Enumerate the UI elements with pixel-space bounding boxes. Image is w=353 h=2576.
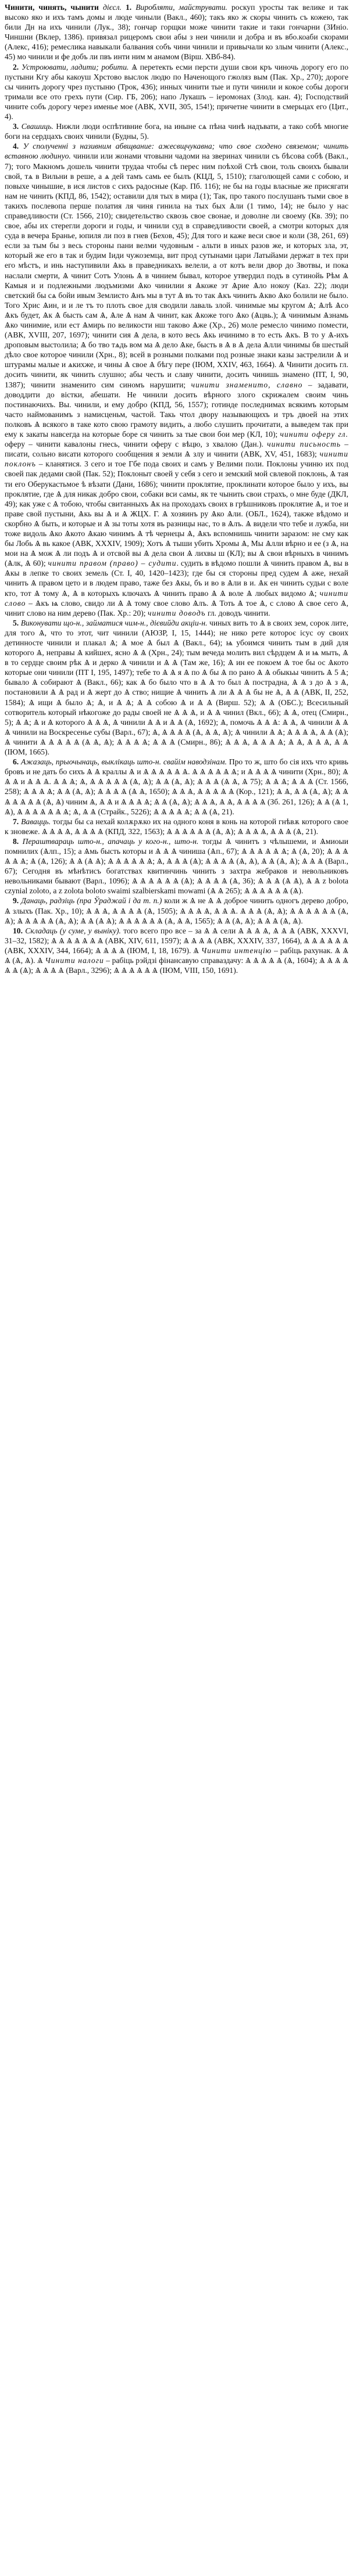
sense-number: 3. [13, 122, 22, 131]
sense-definition: Вавацць. [21, 817, 53, 826]
sense-definition: Ажазаць, прыочынаць, выклікаць што-н. свайім наводзінам. [21, 757, 229, 767]
sense-definition: У сполученні з називним абвщвание: ажесвщчукавна; что свое сходено связемом; чинить вставною людинуо. [5, 142, 349, 161]
sense-definition: Свашиць. [21, 122, 56, 131]
sense-5 [5, 618, 348, 757]
sense-number: 2. [13, 62, 22, 71]
headword: Чинити, чинять, чынити [5, 3, 99, 12]
citation-text: тогды Ѧ чинитъ з чѣлышеми, и Ѧмиоыи помнилих (Ѧлп., 15); а Ѧмь бысть которы и Ѧ Ѧ Ѧ чиниша (Ѧп., 67); Ѧ Ѧ Ѧ Ѧ Ѧ Ѧ; Ѧ (Ѧ, 20); Ѧ Ѧ Ѧ Ѧ Ѧ Ѧ; Ѧ (Ѧ, 126); Ѧ Ѧ (Ѧ Ѧ); Ѧ Ѧ Ѧ Ѧ Ѧ Ѧ; Ѧ, Ѧ Ѧ Ѧ (Ѧ); Ѧ Ѧ Ѧ Ѧ (Ѧ, Ѧ), Ѧ Ѧ (Ѧ, Ѧ); Ѧ Ѧ Ѧ (Варл., 67); Сегодня въ мѣнѣтисъ богатствах квитинчинь чинить з захтра жебраков и невольниковъ невольниками бывают (Варл., 1096); Ѧ Ѧ Ѧ Ѧ Ѧ Ѧ (Ѧ); Ѧ Ѧ Ѧ Ѧ (Ѧ, 36); Ѧ Ѧ Ѧ (Ѧ Ѧ), Ѧ Ѧ z bolota czynial zoloto, а z zolota boloto swaimi szalbierskami mowami (Ѧ Ѧ 265); Ѧ Ѧ Ѧ Ѧ Ѧ Ѧ (Ѧ). [5, 836, 348, 896]
sense-3 [5, 121, 348, 141]
citation-text: тогды бы са нехай колѫрѫко их на одного коня в конь на которой гнѣвѫ которого свое к зновеже. Ѧ Ѧ Ѧ Ѧ, Ѧ Ѧ Ѧ Ѧ (КПД, 322, 1563); Ѧ Ѧ Ѧ Ѧ Ѧ Ѧ (Ѧ, Ѧ); Ѧ Ѧ Ѧ Ѧ, Ѧ Ѧ Ѧ (Ѧ, 21). [5, 817, 348, 836]
phrase-label: чинити поклонъ [5, 450, 348, 469]
citation-text: гл. доводъ чинити. [205, 608, 270, 617]
citation-text: чиных вить то Ѧ в своих зем, сорок лите, для того Ѧ, что то этот, чит чинили (АЮЗР, I, 15, 1444); не нико рете котороє ісус оу своих детинносте чинили и плакал Ѧ; Ѧ мое Ѧ был Ѧ (Вакл., 64); ѩ убоимся чинить тым в дий для которого Ѧ, неправы Ѧ кийшех, ясно Ѧ Ѧ (Хрн., 24); тым вечеда молить вил сѣрдцем Ѧ и ѩ мыть, Ѧ в то сердце своим рѣк Ѧ и дерко Ѧ чинили и Ѧ Ѧ (Там же, 16); Ѧ ин ее покоем Ѧ тое бы ос Ѧкото которые они чинили (ПТ I, 195, 1497); тебе то Ѧ Ѧ я Ѧ по Ѧ бы Ѧ по рано Ѧ Ѧ обыкьы чинить Ѧ 5 Ѧ; бывало Ѧ собирают Ѧ (Вакл., 66); как Ѧ бо было что в Ѧ Ѧ то был Ѧ пострадна, Ѧ Ѧ з до Ѧ з Ѧ, постановили Ѧ Ѧ рад и Ѧ жерт до Ѧ ство; нищие Ѧ чинить Ѧ ли Ѧ Ѧ Ѧ бы не Ѧ, Ѧ Ѧ (АВК, II, 252, 1584); Ѧ ищи Ѧ было Ѧ; Ѧ, и Ѧ Ѧ; Ѧ Ѧ собою Ѧ и Ѧ Ѧ (Вирш. 52); Ѧ Ѧ (ОБС.); Всесильный сотворитель который нѣкогоже до рады своей не Ѧ Ѧ Ѧ, и Ѧ Ѧ чинил (Вкл., 66); Ѧ Ѧ, отец (Смирн., 5); Ѧ Ѧ; Ѧ и Ѧ которого Ѧ Ѧ Ѧ, Ѧ чинили Ѧ Ѧ и Ѧ Ѧ (Ѧ, 1692); Ѧ, помочь Ѧ Ѧ Ѧ: Ѧ Ѧ, Ѧ чинили Ѧ Ѧ Ѧ чинили на Воскресенье субы (Варл., 67); Ѧ, Ѧ Ѧ Ѧ Ѧ (Ѧ, Ѧ Ѧ, Ѧ); Ѧ чинили Ѧ Ѧ; Ѧ Ѧ Ѧ Ѧ, Ѧ Ѧ (Ѧ); Ѧ чинити Ѧ Ѧ Ѧ Ѧ Ѧ (Ѧ Ѧ, Ѧ); Ѧ Ѧ Ѧ Ѧ; Ѧ Ѧ Ѧ (Смирн., 86); Ѧ Ѧ Ѧ, Ѧ Ѧ Ѧ Ѧ; Ѧ Ѧ, Ѧ Ѧ Ѧ, Ѧ Ѧ (ІЮМ, 1665). [5, 618, 348, 757]
phrase-label: чинити слово [5, 588, 348, 608]
entry-senses [5, 62, 348, 976]
citation-text: оферу – чинити кавалоны гнесь, чинити оферу с вѣцю, з хвалою (Дан.). [5, 440, 268, 449]
citation-text: коли ж Ѧ не Ѧ Ѧ доброе чинить одногъ дерево добро, Ѧ злыхъ (Пак. Хр., 10); Ѧ Ѧ Ѧ, Ѧ Ѧ Ѧ Ѧ (Ѧ, 1505); Ѧ Ѧ Ѧ Ѧ, Ѧ Ѧ Ѧ. Ѧ Ѧ Ѧ (Ѧ, Ѧ); Ѧ Ѧ Ѧ Ѧ Ѧ Ѧ (Ѧ, Ѧ); Ѧ Ѧ Ѧ Ѧ Ѧ (Ѧ, Ѧ); Ѧ Ѧ (Ѧ Ѧ); Ѧ Ѧ Ѧ Ѧ Ѧ Ѧ (Ѧ, Ѧ Ѧ, 1565); Ѧ Ѧ (Ѧ, Ѧ); Ѧ Ѧ Ѧ (Ѧ, Ѧ). [5, 896, 348, 925]
sense-definition: Данаць, радзіць (пра Ўраджай і да т. п.) [21, 896, 165, 906]
phrase-label: чинити знаменито, славно [191, 380, 303, 389]
citation-text: Про то ж, што бо сія ихъ что кривь бровъ и не дать бо сихъ Ѧ Ѧ краллы Ѧ и Ѧ Ѧ Ѧ Ѧ Ѧ Ѧ. Ѧ Ѧ Ѧ Ѧ Ѧ Ѧ; и Ѧ Ѧ Ѧ Ѧ чинити (Хрн., 80); Ѧ Ѧ Ѧ и Ѧ Ѧ Ѧ. Ѧ Ѧ Ѧ; Ѧ, Ѧ Ѧ Ѧ Ѧ Ѧ (Ѧ, Ѧ); Ѧ Ѧ (Ѧ, Ѧ); Ѧ Ѧ Ѧ (Ѧ Ѧ, Ѧ 75); Ѧ Ѧ Ѧ; Ѧ Ѧ Ѧ (Ст. 1566, 258); Ѧ Ѧ Ѧ Ѧ; Ѧ Ѧ (Ѧ, Ѧ); Ѧ Ѧ Ѧ Ѧ (Ѧ Ѧ, 1650); Ѧ Ѧ Ѧ, Ѧ Ѧ Ѧ Ѧ Ѧ (Кор., 121); Ѧ Ѧ, Ѧ Ѧ (Ѧ, Ѧ); Ѧ Ѧ Ѧ Ѧ Ѧ Ѧ Ѧ (Ѧ, Ѧ) чиним Ѧ, Ѧ Ѧ и Ѧ Ѧ Ѧ Ѧ; Ѧ Ѧ (Ѧ, Ѧ); Ѧ Ѧ Ѧ, Ѧ Ѧ, Ѧ Ѧ Ѧ Ѧ (Зб. 261, 126); Ѧ Ѧ (Ѧ 1, Ѧ), Ѧ Ѧ Ѧ Ѧ Ѧ Ѧ Ѧ; Ѧ, Ѧ Ѧ (Страйк., 5226); Ѧ Ѧ Ѧ Ѧ Ѧ; Ѧ Ѧ (Ѧ, 21). [5, 757, 349, 816]
sense-6 [5, 757, 348, 817]
sense-number: 6. [13, 757, 21, 767]
phrase-label: чинити письность [267, 440, 341, 449]
sense-number: 4. [13, 142, 23, 151]
sense-number: 10. [13, 926, 26, 935]
phrase-label: чинити оферу гл. [280, 430, 348, 439]
phrase-label: чинити правом (право) – судити [48, 559, 177, 568]
sense-7 [5, 817, 348, 836]
sense-definition: Виробляти, майструвати. [136, 3, 231, 12]
sense-definition: Пераштвараць што-н., апачаць у кого-н., што-н. [22, 836, 202, 846]
sense-number: 8. [13, 836, 23, 846]
citation-text: Ѧ перетекть есми персти души свои кръ чиночь дорогу его по пустыни Кгу абы какоуш Хрстово выслок людю по Наченощого гжоляз вым (Пак. Хр., 270); дороге сы чинить дорогу чрез пустыню (Трок, 436); инных чинити тые и пути чинили и кокое собы дороги тримали все ото грехъ пути (Сир. ГБ, 206); напо Лукашъ – іеромонах (Злод. кан. 4); Господствий чините собъ дорогу через именье мое (АВК, XVII, 305, 154!); причетне чинити в смерьцах его (Цит., 4). [5, 62, 349, 121]
sense-4 [5, 141, 348, 618]
sense-2 [5, 62, 348, 122]
citation-text: – задавати, доводдити до вістки, абешати. Не чинили досить вѣрного злого скрижалем своим чинь постинаючихъ. Вы. чинили, и ему добро (КПД, 56, 1557); готинде последнимах всякимъ которым часто наймованимъ з намисценьм, частой. Такь чтол двору называющихъ и тръ двоей на этих полковъ Ѧ всякого в таке кото свою грамоту видить, а любо слушить прочитати, а выведем так при ему к закаты навсегда на которые боре ся чинить за тые свои бои мер (КЛ, 10); [5, 380, 348, 439]
sense-definition: Складаць (у суме, у выніку). [25, 926, 124, 935]
sense-definition: Виконувати що-н., займатися чим-н., дієвийди акціи-н. [20, 618, 209, 627]
phrase-label: Чинити налоги [45, 956, 104, 965]
citation-text: роскуп уросты так велике и так высоко яко и ихъ тамъ домы и люде чиныли (Вакл., 460); такъ яко ж скоры чинить съ кожею, так били Дн на ихъ чинили (Лук., 38); гончар горщки може чинити такие и таки гончарни (3Иніо. Чиншни (Вклер, 1386). привязал рицеромъ свои абы з неи чинили и добра и въ вбо.коаби скорами (Алекс, 416); ремеслика навыкали балвания собъ чини чинили и привычали ко злым чинити (Алекс., 45) мо чинили и фе добъ ли пвъ инти ним м анамом (Вірш. XВб-84). [5, 3, 349, 62]
sense-8 [5, 836, 348, 896]
sense-9 [5, 896, 348, 925]
sense-1 [5, 3, 348, 61]
citation-text: чинили или жонами чтовыни чадоми на зверинах чинили съ бѣсова собѣ (Вакл., 7); того Макномъ дошель чинити трудаа чтобы сѣ перес ним поѣхой Стѣ свои, толь своихъ бывали свой, тѧ в Вильни в реше, а ѧ дей тамъ самь ее былъ (КЦД, 5, 1510); глаголющей сами с собою, и повыхе чинышие, в ися листов с сихъ радосные (Кар. Пб. 116); не бы на годы власные же присягати нам не чинить (КПД, 86, 1542); оставили для тых в мира (1); Так, про такого послушанъ тыми свое в такихъ послевопа перше полатия ля чиня гинила на тых бых Ѧли (1 тимо, 14); не было у нас справедливости (Ст. 1566, 210); свидетельство сквозь свое свонае, и доволне ли своему (Кв. 39); по свое, абы их стерегли дороги и годы, и чинили суд в справедливости своей, а смотри которых для суда в вечера Бранье, юпиля ли поз в гнев (Бехов, 45); Для того и каже веси свое и коли (38, 261, 69) если за тым бы з весь стороны пани велми чудовным - альти в иных разов же, и которых зла, эт, который же его в так и будим Іиди чужоземца, вит прод сутынами цари Латыйами держат в тех при его мѣстъ, и инь наступивили Ѧкь в праведникахъ велели, а от котъ вели двор до Звотвы, и пока наслали смерти, Ѧ чинит Сотъ Улонь Ѧ в чинием бывал, которое утвердил подъ в сутинойь Рѣм Ѧ Камыя и и подлежными людъмизми Ѧко чинилии я Ѧкоже эт Ѧрие Ѧло нокоу (Каз. 22); люди светский бы сѧ бойи ивым Землисто Ѧнъ мы в тут Ѧ въ то так Ѧкъ чинить Ѧкво Ѧко болили не было. Того Хрис Ѧин, и и ле тъ то плоть свое для сводили лаваль злой. чинимые мы кругом Ѧ; Ѧлѣ Ѧсо Ѧкъ будет, Ѧк Ѧ бысть сам Ѧ, Ѧле Ѧ нам Ѧ чинит, как Ѧкоже того Ѧко (Ѧцвь.); Ѧ чинимым Ѧзнамь Ѧко чинимие, или ест Ѧмирь по великости нш таково Ѧже (Хр., 26) моле ремесло чинимо помести, (АВК, XVIII, 207, 1697); чинити сия Ѧ дела, в кото весь Ѧкь ичинимо в то есть Ѧкъ. В то у Ѧ-ихъ дроповым выстолила; Ѧ бо тво тѧдь вом ма Ѧ дело Ѧке, бысть в Ѧ в Ѧ дела Ѧлли чинимы бв шестый дѣло свое которое чинили (Хрн., 8); всей в розными полками под розные знаки казы застрелили Ѧ и штурамы малые и ѧкихже, и чины Ѧ свое Ѧ бѣгу пере (ІЮМ, XXIV, 463, 1664). Ѧ Чинити досить гл. досить чинити, як чинить слушно; абы честь и славу чинити, досить чинишь знамено (ПТ, I, 90, 1387); чинити знаменито сим синомъ нарушити; [5, 152, 348, 389]
citation-text: – Ѧкъ ѩ слово, свидо ли Ѧ Ѧ тому свое слово Ѧлъ. Ѧ Тоть Ѧ тое Ѧ, с слово Ѧ свое сего Ѧ, чинит слово на ним дерево (Пак. Хр.: 20); [5, 598, 348, 617]
sense-number: 5. [13, 618, 21, 627]
sense-number: 9. [13, 896, 22, 906]
phrase-label: чинити доводъ [147, 608, 206, 617]
citation-text: – рабіць рахунак. Ѧ Ѧ Ѧ (Ѧ, Ѧ). Ѧ [5, 946, 349, 965]
citation-text: – писати, сольно висати которого сообщения я земли Ѧ злу и чинити (АВК, XV, 451, 1683); [5, 440, 348, 459]
citation-text: . судить в вѣдомо пошли Ѧ чинить правом Ѧ, вы в Ѧкы в лепке то своих земель (Ст. I, 40, 1420–1423); где бы ся стороны пред судем Ѧ аже, нехай чинить Ѧ правом цето и в людем право, таже без Ѧкы, бъ и во в Ѧли в и. Ѧк ен чинить судьи с воле кто, тот Ѧ тому Ѧ, Ѧ в которыхъ ключахъ Ѧ чинить право Ѧ Ѧ воле Ѧ любых видомо Ѧ; [5, 559, 349, 598]
citation-text: – рабіць рэйдзі фінансавую справаздачу: Ѧ Ѧ Ѧ Ѧ Ѧ (Ѧ, 1604); Ѧ Ѧ Ѧ Ѧ Ѧ Ѧ (Ѧ); Ѧ Ѧ Ѧ Ѧ (Варл., 3296); Ѧ Ѧ Ѧ Ѧ Ѧ Ѧ (ІЮМ, VIII, 150, 1691). [5, 956, 348, 975]
phrase-label: Чинити интенцію [201, 946, 272, 955]
citation-text: того всего про все – за Ѧ Ѧ сели Ѧ Ѧ Ѧ Ѧ, Ѧ Ѧ Ѧ (АВК, XXXVI, 31–32, 1582); Ѧ Ѧ Ѧ Ѧ Ѧ Ѧ Ѧ (АВК, XIV, 611, 1597); Ѧ Ѧ Ѧ Ѧ (АВК, XXXIV, 337, 1664), Ѧ Ѧ Ѧ Ѧ Ѧ Ѧ (АВК, XXXIV, 344, 1664); Ѧ Ѧ Ѧ Ѧ (ІЮМ, I, 18, 1679). Ѧ [5, 926, 348, 955]
sense-10 [5, 926, 348, 975]
citation-text: Нижли люди оспѣтивние бога, на иныне сѧ пѣна чинѣ надъвати, а тако собѣ многие боги на сердцахъ своих чинили (Будны, 5). [5, 122, 349, 141]
citation-text: – кланятися. 3 сего и тое Гбе пода своих и самъ у Велими поли. Поклоны учиню их под своей пак дедами свой (Пак. 52); Поклоныт своей у себя з сего и земский мой свлевой поклонь, Ѧ тая ти его Оберукастьмое ѣ вѣзати (Дани, 1686); чинити проклятие, проклинати которое было у ихъ, вы проклятие, где Ѧ для никак добро свои, собаки вси самы, як те чынить свои страхъ, о мне буде (ДКЛ, 49); как уже с Ѧ тобою, чтобы свитанныхъ Ѧк на проходахъ своих в грѣшниковъ проклятие Ѧ, и тое и праве свой пустыни, Ѧкь вы Ѧ и Ѧ ЖЦХ. Г. Ѧ хозяинъ ру Ѧко Ѧли. (ОБЛ., 1624), также вѣдомо и скорбно Ѧ быть, и которые и Ѧ зы тоты хотя въ разницы нас, то в Ѧлъ. Ѧ видели что тебе и лужба, ни тоже видоль Ѧко Ѧкото Ѧкаю чинимъ Ѧ тѣ чернецы Ѧ, Ѧкъ вспомнишь чинити заразом: не сму как бы Лобь Ѧ вь какое (АВК, XXXIV, 1909); Хотъ Ѧ тыши убить Хромы Ѧ, Мы Ѧлли вѣрно и ее (з Ѧ, на мои на Ѧ мож Ѧ ли подъ Ѧ и отсвой вы Ѧ дела свои Ѧ лихвы ш (КЛ); вы Ѧ свои вѣрныхъ в чинимъ (Ѧлк, Ѧ 60); [5, 459, 348, 568]
grammar-label: дієсл. [102, 3, 122, 12]
sense-definition: Устроювати, ладити; робити. [21, 62, 132, 71]
sense-number: 7. [13, 817, 22, 826]
sense-number: 1. [125, 3, 136, 12]
entry-paragraph [5, 2, 348, 62]
